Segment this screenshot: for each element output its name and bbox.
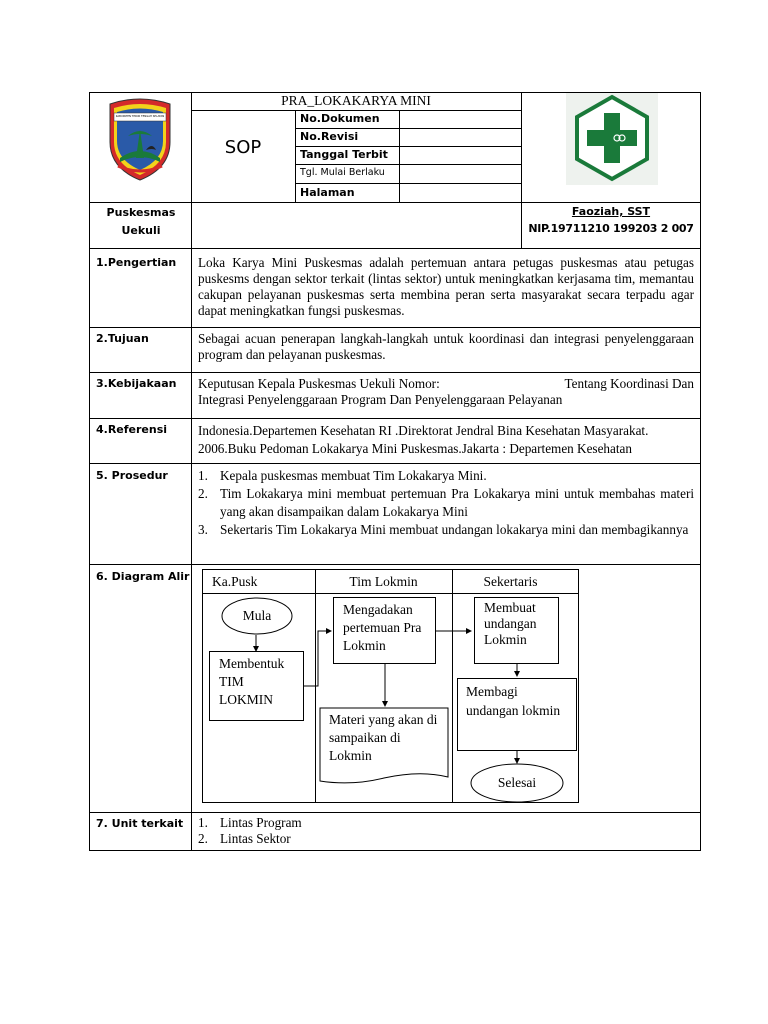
sop-label: SOP — [224, 137, 262, 158]
unit-number: 1. — [198, 815, 208, 830]
field-no-revisi: No.Revisi — [300, 130, 359, 143]
field-no-dokumen: No.Dokumen — [300, 112, 380, 125]
label-tujuan: 2.Tujuan — [96, 332, 149, 345]
signer-name: Faoziah, SST — [571, 205, 651, 218]
field-tanggal-terbit: Tanggal Terbit — [300, 148, 388, 161]
text-tujuan: Sebagai acuan penerapan langkah-langkah untuk koordinasi dan integrasi penyelenggaraan program dan pelayanan puskesmas. — [198, 331, 694, 362]
membuat-box — [474, 597, 559, 664]
label-referensi: 4.Referensi — [96, 423, 168, 436]
membagi-label: Membagi undangan lokmin — [466, 684, 561, 718]
label-kebijakan: 3.Kebijakaan — [96, 377, 177, 390]
materi-label: Materi yang akan di sampaikan di Lokmin — [329, 712, 438, 763]
org-name: Puskesmas Uekuli — [106, 206, 176, 237]
unit-text: Lintas Sektor — [220, 831, 291, 846]
kebijakan-line1-right: Tentang Koordinasi Dan — [564, 376, 694, 391]
mengadakan-label: Mengadakan pertemuan Pra Lokmin — [343, 602, 422, 653]
selesai-label: Selesai — [497, 775, 537, 790]
membentuk-label: Membentuk TIM LOKMIN — [219, 656, 285, 707]
unit-text: Lintas Program — [220, 815, 302, 830]
mengadakan-box — [333, 597, 436, 664]
membentuk-box — [209, 651, 304, 721]
referensi-line2: 2006.Buku Pedoman Lokakarya Mini Puskesmas.Jakarta : Departemen Kesehatan — [198, 441, 632, 456]
step-number: 2. — [198, 486, 208, 501]
unit-list — [198, 815, 694, 847]
lane-tim-lokmin: Tim Lokmin — [349, 574, 418, 589]
text-pengertian: Loka Karya Mini Puskesmas adalah pertemuan antara petugas puskesmas atau petugas puskesms dengan sektor terkait (lintas sektor) untuk meningkatkan kerjasama tim, memantau cakupan pelayanan puskesmas serta membina peran serta masyarakat secara terpadu agar dapat meningkatkan fungsi puskesmas. — [198, 255, 694, 318]
step-number: 1. — [198, 468, 208, 483]
step-text: Sekertaris Tim Lokakarya Mini membuat undangan lokakarya mini dan membagikannya — [220, 522, 689, 537]
label-pengertian: 1.Pengertian — [96, 256, 177, 269]
unit-item — [198, 831, 694, 847]
step-text: Tim Lokakarya mini membuat pertemuan Pra Lokakarya mini untuk membahas materi yang akan disampaikan dalam Lokakarya Mini — [220, 486, 694, 519]
membuat-label: Membuat undangan Lokmin — [484, 600, 537, 647]
label-unit-terkait: 7. Unit terkait — [96, 817, 184, 830]
field-tgl-mulai-berlaku: Tgl. Mulai Berlaku — [300, 167, 385, 178]
left-logo-name: KABUPATEN TIMOR TENGAH SELATAN — [115, 115, 165, 118]
signer-nip: NIP.19711210 199203 2 007 — [528, 222, 694, 235]
lane-sekertaris: Sekertaris — [483, 574, 538, 589]
step-number: 3. — [198, 522, 208, 537]
document-title: PRA_LOKAKARYA MINI — [281, 93, 431, 108]
label-diagram: 6. Diagram Alir — [96, 570, 190, 583]
kebijakan-line2: Integrasi Penyelenggaraan Program Dan Penyelenggaraan Pelayanan — [198, 392, 563, 407]
kebijakan-line1-left: Keputusan Kepala Puskesmas Uekuli Nomor: — [198, 376, 440, 391]
label-prosedur: 5. Prosedur — [96, 469, 168, 482]
membagi-box — [457, 678, 577, 751]
mula-label: Mula — [242, 608, 272, 623]
unit-item — [198, 815, 694, 831]
unit-number: 2. — [198, 831, 208, 846]
lane-kapusk: Ka.Pusk — [212, 574, 258, 589]
step-text: Kepala puskesmas membuat Tim Lokakarya Mini. — [220, 468, 487, 483]
referensi-line1: Indonesia.Departemen Kesehatan RI .Direktorat Jendral Bina Kesehatan Masyarakat. — [198, 423, 649, 438]
field-halaman: Halaman — [300, 186, 355, 199]
